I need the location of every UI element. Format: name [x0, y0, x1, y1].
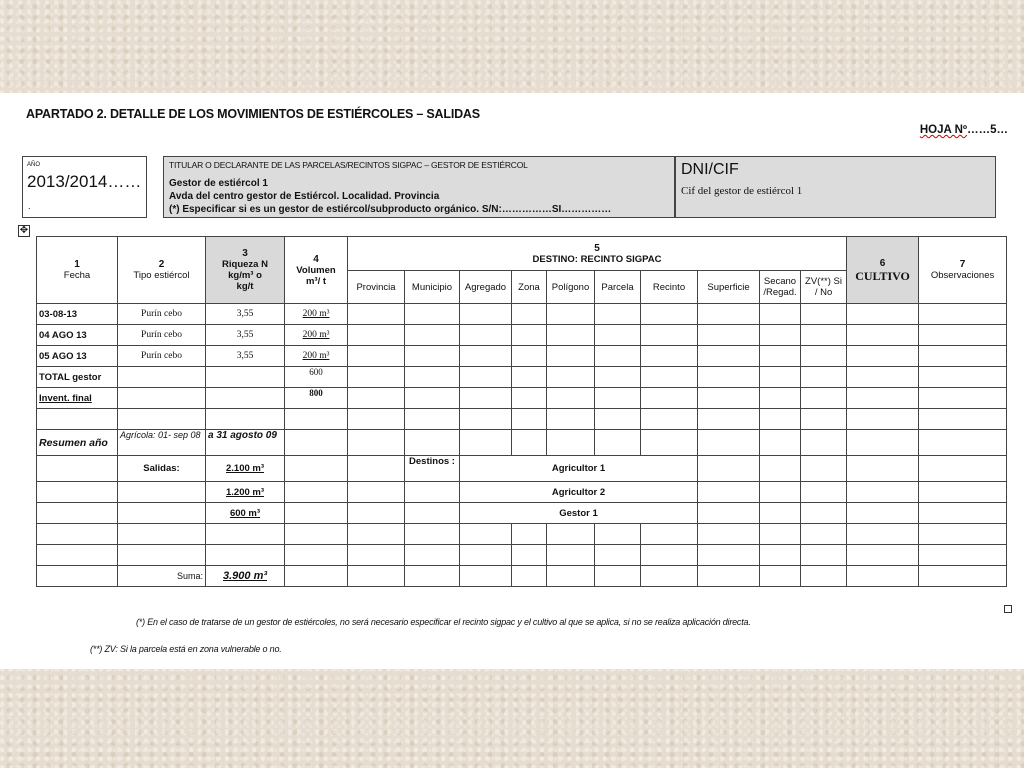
header-tipo: 2 Tipo estiércol: [118, 237, 206, 304]
total-row: [37, 367, 1007, 388]
subheader-provincia: Provincia: [348, 271, 405, 304]
invent-row: [37, 388, 1007, 409]
footnote-2: (**) ZV: Si la parcela está en zona vulnerable o no.: [90, 644, 282, 654]
header-cultivo: 6 CULTIVO: [847, 237, 919, 304]
dni-value: Cif del gestor de estiércol 1: [681, 185, 803, 197]
anio-box: [22, 156, 147, 218]
salidas-amount-2[interactable]: 1.200 m³: [206, 482, 285, 503]
destino-2[interactable]: Agricultor 2: [460, 482, 698, 503]
titular-header: TITULAR O DECLARANTE DE LAS PARCELAS/RECINTOS SIGPAC – GESTOR DE ESTIÉRCOL: [169, 160, 528, 170]
invent-value[interactable]: 800: [285, 388, 348, 409]
header-volumen: 4 Volumen m³/ t: [285, 237, 348, 304]
dni-title: DNI/CIF: [681, 161, 739, 178]
blank-row: [37, 545, 1007, 566]
anio-value: 2013/2014……: [27, 172, 142, 191]
resumen-label: Resumen año: [37, 430, 118, 456]
destino-3[interactable]: Gestor 1: [460, 503, 698, 524]
table-row: [37, 304, 1007, 325]
subheader-parcela: Parcela: [595, 271, 641, 304]
suma-value[interactable]: 3.900 m³: [206, 566, 285, 587]
table-row: [37, 325, 1007, 346]
document-page: [0, 93, 1024, 669]
total-label: TOTAL gestor: [37, 367, 118, 388]
header-destino: 5 DESTINO: RECINTO SIGPAC: [348, 237, 847, 271]
subheader-zona: Zona: [512, 271, 547, 304]
destinos-label: Destinos :: [405, 456, 460, 482]
header-observaciones: 7 Observaciones: [919, 237, 1007, 304]
row-riqueza[interactable]: 3,55: [206, 304, 285, 325]
header-fecha: 1 Fecha: [37, 237, 118, 304]
titular-line1: Gestor de estiércol 1: [169, 178, 268, 189]
section-title: APARTADO 2. DETALLE DE LOS MOVIMIENTOS DE ESTIÉRCOLES – SALIDAS: [26, 107, 480, 121]
destino-1[interactable]: Agricultor 1: [460, 456, 698, 482]
subheader-poligono: Polígono: [547, 271, 595, 304]
movements-table: [36, 236, 1007, 587]
blank-row: [37, 409, 1007, 430]
titular-line3: (*) Especificar si es un gestor de estiércol/subproducto orgánico. S/N:……………SI……………: [169, 204, 612, 215]
resumen-agricola: Agrícola: 01- sep 08: [118, 430, 206, 456]
salidas-label: Salidas:: [118, 456, 206, 482]
footnote-1: (*) En el caso de tratarse de un gestor de estiércoles, no será necesario especificar el recinto sigpac y el cultivo al que se aplica, si no se realiza aplicación directa.: [136, 617, 751, 627]
suma-row: [37, 566, 1007, 587]
subheader-recinto: Recinto: [641, 271, 698, 304]
hoja-value: ……5…: [967, 124, 1008, 136]
salidas-amount-1[interactable]: 2.100 m³: [206, 456, 285, 482]
anio-dot: .: [28, 201, 31, 211]
salidas-amount-3[interactable]: 600 m³: [206, 503, 285, 524]
row-fecha[interactable]: 05 AGO 13: [37, 346, 118, 367]
row-tipo[interactable]: Purín cebo: [118, 346, 206, 367]
subheader-superficie: Superficie: [698, 271, 760, 304]
salidas-row: [37, 456, 1007, 482]
anio-label: AÑO: [27, 162, 41, 168]
titular-line2: Avda del centro gestor de Estiércol. Localidad. Provincia: [169, 191, 440, 202]
row-tipo[interactable]: Purín cebo: [118, 325, 206, 346]
subheader-municipio: Municipio: [405, 271, 460, 304]
blank-row: [37, 524, 1007, 545]
dni-box: [675, 156, 996, 218]
subheader-secano: Secano /Regad.: [760, 271, 801, 304]
row-tipo[interactable]: Purín cebo: [118, 304, 206, 325]
subheader-agregado: Agregado: [460, 271, 512, 304]
row-volumen[interactable]: 200 m³: [285, 346, 348, 367]
row-volumen[interactable]: 200 m³: [285, 325, 348, 346]
row-fecha[interactable]: 03-08-13: [37, 304, 118, 325]
header-riqueza: 3 Riqueza N kg/m³ o kg/t: [206, 237, 285, 304]
resize-handle-icon[interactable]: [1004, 605, 1012, 613]
salidas-row: [37, 503, 1007, 524]
titular-box: [163, 156, 675, 218]
row-riqueza[interactable]: 3,55: [206, 325, 285, 346]
subheader-zv: ZV(**) Si / No: [801, 271, 847, 304]
suma-label: Suma:: [118, 566, 206, 587]
table-row: [37, 346, 1007, 367]
hoja-label: HOJA Nº: [919, 124, 968, 136]
row-fecha[interactable]: 04 AGO 13: [37, 325, 118, 346]
row-volumen[interactable]: 200 m³: [285, 304, 348, 325]
hoja-number: [920, 124, 1008, 136]
resumen-row: [37, 430, 1007, 456]
row-riqueza[interactable]: 3,55: [206, 346, 285, 367]
invent-label: Invent. final: [37, 388, 118, 409]
salidas-row: [37, 482, 1007, 503]
move-handle-icon[interactable]: ✥: [19, 225, 29, 236]
resumen-fin: a 31 agosto 09: [206, 430, 285, 456]
total-value[interactable]: 600: [285, 367, 348, 388]
